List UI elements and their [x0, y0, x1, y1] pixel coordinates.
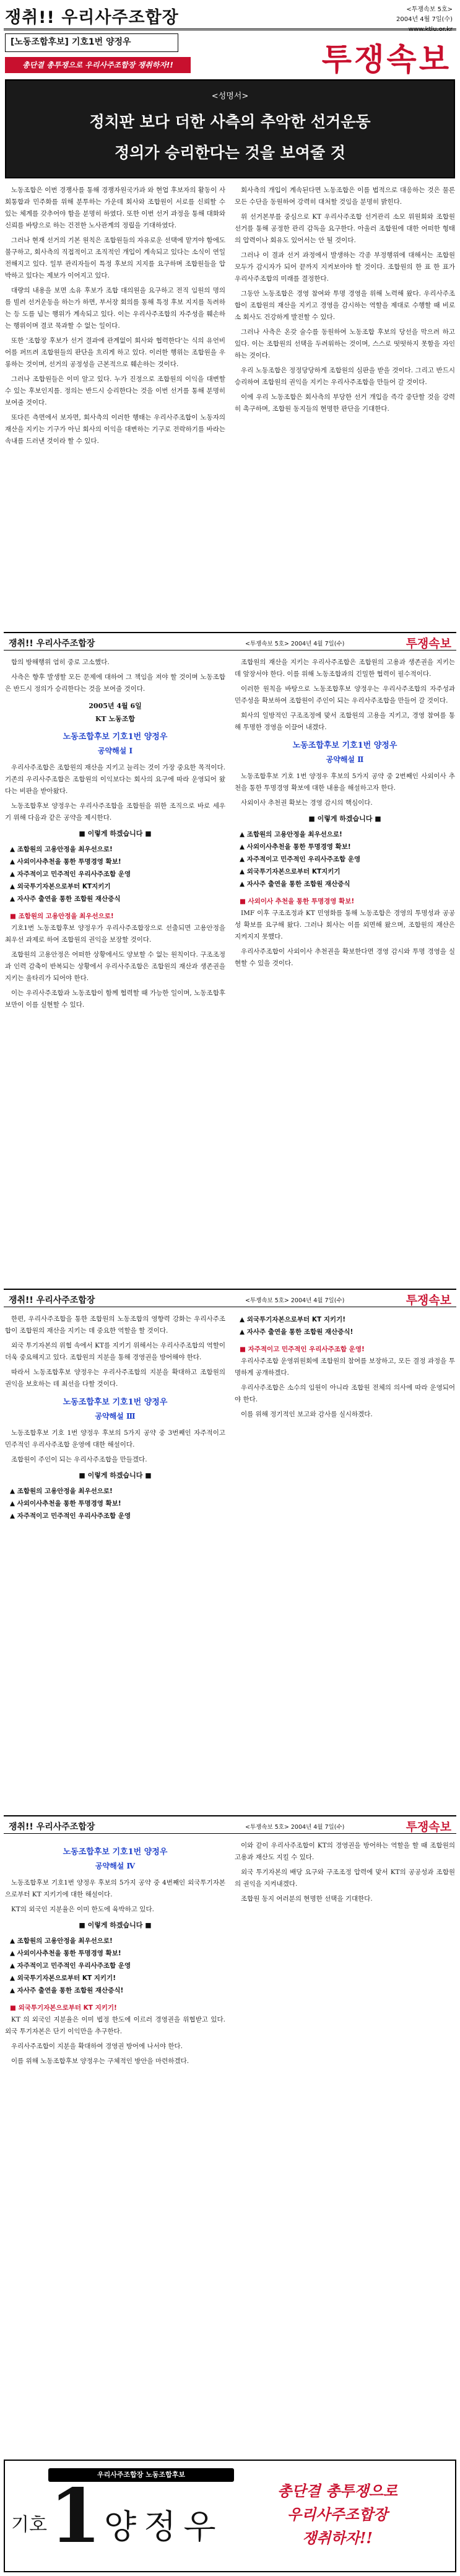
pledge-bullet: ▲ 자사주 출연을 통한 조합원 재산증식!	[240, 1328, 354, 1336]
section4-right-column	[235, 1840, 455, 1908]
pledge-bullet: ▲ 자주적이고 민주적인 우리사주조합 운영	[10, 1512, 131, 1520]
paragraph: 합의 방해행위 엄히 중로 고소했다.	[11, 659, 110, 666]
paragraph: 그러나 현재 선거의 기본 원칙은 조합원들의 자유로운 선택에 맡겨야 함에도 불구하고, 회사측의 직접적이고 조직적인 개입이 계속되고 있다는 소식이 연일 전해지고 있다. 일부 관리자들이 특정 후보의 지지를 요구하며 조합원들을 압박하고 있다는 제보가 이어지고 있다.	[5, 237, 225, 279]
candidate-tag: [노동조합후보] 기호1번 양정우	[5, 33, 178, 52]
paragraph: 조합원의 고용안정은 어떠한 상황에서도 양보할 수 없는 원칙이다. 구조조정과 인력 감축이 반복되는 상황에서 우리사주조합은 조합원의 재산과 생존권을 지키는 울타리가 되어야 한다.	[5, 951, 225, 982]
pledge-bullet: ▲ 자사주 출연을 통한 조합원 재산증식!	[10, 1987, 124, 1994]
candidate-box	[11, 2468, 234, 2565]
paragraph: 또한 '조합장 후보가 선거 결과에 관계없이 회사와 협력한다'는 식의 유언비어를 퍼뜨려 조합원들의 판단을 흐리게 하고 있다. 이러한 행위는 조합원을 우롱하는 것이며, 선거의 공정성을 근본적으로 훼손하는 것이다.	[5, 337, 225, 368]
pledge-subtitle: 공약해설 Ⅱ	[326, 755, 364, 764]
section-header-meta: <투쟁속보 5호> 2004년 4월 7일(수)	[245, 641, 345, 647]
paragraph: 우리사주조합은 소수의 임원이 아니라 조합원 전체의 의사에 따라 운영되어야 한다.	[235, 1384, 455, 1403]
pledge-bullet: ▲ 외국투기자본으로부터 KT지키기	[240, 868, 341, 875]
pledge-bullet: ▲ 자사주 출연을 통한 조합원 재산증식	[240, 880, 350, 888]
paragraph: 대량의 내용을 보면 소유 후보가 조합 대의원을 요구하고 전직 임원의 명의를 빌려 선거운동을 하는가 하면, 부서장 회의를 통해 특정 후보 지지를 독려하는 등 도를 넘는 행위가 계속되고 있다. 이는 우리사주조합의 자주성을 훼손하는 행위이며 결코 묵과할 수 없는 일이다.	[5, 287, 225, 330]
paragraph: 이와 같이 우리사주조합이 KT의 경영권을 방어하는 역할을 할 때 조합원의 고용과 재산도 지킬 수 있다.	[235, 1842, 455, 1861]
paragraph: 조합원의 재산을 지키는 우리사주조합은 조합원의 고용과 생존권을 지키는 데 앞장서야 한다. 이를 위해 노동조합과의 긴밀한 협력이 필수적이다.	[235, 659, 455, 678]
pledge-list-heading: ■ 이렇게 하겠습니다 ■	[79, 830, 152, 838]
paragraph: 외국 투기자본의 위협 속에서 KT를 지키기 위해서는 우리사주조합의 역할이 더욱 중요해지고 있다. 조합원의 지분을 통해 경영권을 방어해야 한다.	[5, 1342, 225, 1361]
masthead-title: 쟁취!! 우리사주조합장	[5, 8, 179, 27]
paragraph: 회사측의 개입이 계속된다면 노동조합은 이를 법적으로 대응하는 것은 물론 모든 수단을 동원하여 강력히 대처할 것임을 분명히 밝힌다.	[235, 186, 455, 206]
candidate-banner	[4, 2460, 456, 2572]
pledge-bullet: ▲ 자사주 출연을 통한 조합원 재산증식	[10, 895, 121, 903]
section-header-title: 쟁취!! 우리사주조합장	[9, 1295, 95, 1305]
pledge-highlight: ■ 조합원의 고용안정을 최우선으로!	[10, 913, 114, 920]
pledge-bullet: ▲ 자주적이고 민주적인 우리사주조합 운영	[240, 856, 361, 863]
section4-left-column	[5, 1840, 225, 2070]
paragraph: 노동조합후보 기호 1번 양정우 후보의 5가지 공약 중 3번째인 자주적이고 민주적인 우리사주조합 운영에 대한 해설이다.	[5, 1429, 225, 1448]
pledge-bullet: ▲ 사외이사추천을 통한 투명경영 확보!	[240, 843, 351, 851]
footer-slogan-line-3: 쟁취하자!!	[302, 2529, 373, 2547]
paragraph: 한편, 우리사주조합을 통한 조합원의 노동조합의 영향력 강화는 우리사주조합이 조합원의 재산을 지키는 데 중요한 역할을 할 것이다.	[5, 1315, 225, 1334]
masthead-slogan: 총단결 총투쟁으로 우리사주조합장 쟁취하자!!	[5, 57, 191, 73]
statement-signer: KT 노동조합	[95, 715, 136, 723]
pledge-highlight: ■ 사외이사 추천을 통한 투명경영 확보!	[240, 898, 355, 905]
paragraph: 노동조합후보 기호 1번 양정우 후보의 5가지 공약 중 2번째인 사외이사 추천을 통한 투명경영 확보에 대한 내용을 해설하고자 한다.	[235, 773, 455, 792]
paragraph: 사측은 향후 발생할 모든 문제에 대하여 그 책임을 져야 할 것이며 노동조합은 반드시 정의가 승리한다는 것을 보여줄 것이다.	[5, 673, 225, 693]
pledge-bullet: ▲ 사외이사추천을 통한 투명경영 확보!	[10, 1950, 121, 1957]
section-header-2	[4, 632, 456, 651]
paragraph: 그동안 노동조합은 경영 참여와 투명 경영을 위해 노력해 왔다. 우리사주조합이 조합원의 재산을 지키고 경영을 감시하는 역할을 제대로 수행할 때 비로소 회사도 건강하게 발전할 수 있다.	[235, 290, 455, 321]
pledge-title: 노동조합후보 기호1번 양정우	[63, 1847, 168, 1857]
section-header-brand: 투쟁속보	[406, 1820, 451, 1834]
paragraph: IMF 이후 구조조정과 KT 민영화를 통해 노동조합은 경영의 투명성과 공공성 확보를 요구해 왔다. 그러나 회사는 이를 외면해 왔으며, 조합원의 재산은 지켜지지 못했다.	[235, 909, 455, 940]
headline-tag: <성명서>	[211, 92, 249, 101]
paragraph: 우리 노동조합은 정정당당하게 조합원의 심판을 받을 것이다. 그리고 반드시 승리하여 조합원의 권익을 지키는 우리사주조합을 만들어 갈 것이다.	[235, 367, 455, 386]
paragraph: 따라서 노동조합후보 양정우는 우리사주조합의 지분을 확대하고 조합원의 권익을 보호하는 데 최선을 다할 것이다.	[5, 1369, 225, 1388]
section3-right-column	[235, 1313, 455, 1424]
headline-line-2: 정의가 승리한다는 것을 보여줄 것	[115, 144, 345, 162]
section1-right-column	[235, 185, 455, 418]
paragraph: KT의 외국인 지분율은 이미 한도에 육박하고 있다.	[11, 1906, 154, 1913]
statement-date: 2005년 4월 6일	[89, 702, 142, 710]
section2-right-column	[235, 657, 455, 973]
paragraph: 이에 우리 노동조합은 회사측의 부당한 선거 개입을 즉각 중단할 것을 강력히 촉구하며, 조합원 동지들의 현명한 판단을 기대한다.	[235, 393, 455, 413]
paragraph: 노동조합후보 양정우는 우리사주조합을 조합원을 위한 조직으로 바로 세우기 위해 다음과 같은 공약을 제시한다.	[5, 802, 225, 821]
pledge-bullet: ▲ 외국투기자본으로부터 KT 지키기!	[10, 1974, 116, 1982]
section1-left-column	[5, 185, 225, 450]
pledge-bullet: ▲ 조합원의 고용안정을 최우선으로!	[10, 1937, 113, 1945]
candidate-number: 1	[50, 2473, 102, 2560]
brand-logo: 투쟁속보	[321, 41, 451, 77]
section-header-title: 쟁취!! 우리사주조합장	[9, 1822, 95, 1832]
footer-slogan-line-1: 총단결 총투쟁으로	[277, 2482, 397, 2500]
issue-date: 2004년 4월 7일(수)	[396, 16, 453, 23]
footer-slogan-line-2: 우리사주조합장	[287, 2505, 388, 2523]
issue-number: <투쟁속보 5호>	[406, 6, 453, 13]
paragraph: 그러나 사측은 온갖 술수를 동원하여 노동조합 후보의 당선을 막으려 하고 있다. 이는 조합원의 선택을 두려워하는 것이며, 스스로 떳떳하지 못함을 자인하는 것이다.	[235, 328, 455, 359]
pledge-subtitle: 공약해설 Ⅳ	[95, 1862, 136, 1870]
section3-left-column	[5, 1313, 225, 1522]
paragraph: 이러한 원칙을 바탕으로 노동조합후보 양정우는 우리사주조합의 자주성과 민주성을 확보하여 조합원이 주인이 되는 우리사주조합을 만들어 갈 것이다.	[235, 685, 455, 704]
paragraph: 외국 투기자본의 배당 요구와 구조조정 압력에 맞서 KT의 공공성과 조합원의 권익을 지켜내겠다.	[235, 1868, 455, 1888]
paragraph: 기호1번 노동조합후보 양정우가 우리사주조합장으로 선출되면 고용안정을 최우선 과제로 하여 조합원의 권익을 보장할 것이다.	[5, 924, 225, 944]
footer-slogan	[245, 2479, 430, 2550]
section-header-3	[4, 1289, 456, 1307]
pledge-bullet: ▲ 외국투기자본으로부터 KT 지키기!	[240, 1316, 345, 1323]
pledge-bullet: ▲ 사외이사추천을 통한 투명경영 확보!	[10, 1500, 121, 1507]
pledge-bullet: ▲ 조합원의 고용안정을 최우선으로!	[240, 831, 342, 838]
pledge-bullet: ▲ 자주적이고 민주적인 우리사주조합 운영	[10, 1962, 131, 1969]
pledge-list-heading: ■ 이렇게 하겠습니다 ■	[79, 1921, 152, 1929]
headline-box	[5, 79, 455, 178]
section-header-brand: 투쟁속보	[406, 637, 451, 651]
pledge-title: 노동조합후보 기호1번 양정우	[63, 732, 168, 742]
section-header-meta: <투쟁속보 5호> 2004년 4월 7일(수)	[245, 1824, 345, 1831]
site-link[interactable]: www.ktlu.or.kr	[408, 26, 453, 33]
section-header-brand: 투쟁속보	[406, 1294, 451, 1307]
paragraph: 이를 위해 노동조합후보 양정우는 구체적인 방안을 마련하겠다.	[11, 2057, 189, 2065]
section-header-title: 쟁취!! 우리사주조합장	[9, 639, 95, 649]
pledge-title: 노동조합후보 기호1번 양정우	[292, 741, 397, 750]
paragraph: 회사의 일방적인 구조조정에 맞서 조합원의 고용을 지키고, 경영 참여를 통해 투명한 경영을 이끌어 내겠다.	[235, 712, 455, 731]
pledge-highlight: ■ 자주적이고 민주적인 우리사주조합 운영!	[240, 1346, 365, 1353]
pledge-bullet: ▲ 외국투기자본으로부터 KT지키기	[10, 883, 111, 890]
paragraph: 그러나 이 결과 선거 과정에서 발생하는 각종 부정행위에 대해서는 조합원 모두가 감시자가 되어 끝까지 지켜보아야 할 것이다. 조합원의 한 표 한 표가 우리사주조합의 미래를 결정한다.	[235, 252, 455, 283]
pledge-subtitle: 공약해설 Ⅰ	[97, 747, 133, 755]
paragraph: 노동조합은 이번 경쟁사를 통해 경쟁자원국가과 와 현업 후보자의 활동이 사회통합과 민주화를 위해 분투하는 가운데 회사와 조합원이 서로를 신뢰할 수 있는 체계를 갖추어야 함을 분명히 하였다. 또한 이번 선거 과정을 통해 대화와 신뢰를 바탕으로 하는 건전한 노사관계의 정립을 기대하였다.	[5, 186, 225, 229]
candidate-number-label: 기호	[11, 2514, 47, 2536]
candidate-name: 양정우	[104, 2507, 223, 2546]
paragraph: 우리사주조합이 사외이사 추천권을 확보한다면 경영 감시와 투명 경영을 실현할 수 있을 것이다.	[235, 948, 455, 967]
paragraph: 우리사주조합 운영위원회에 조합원의 참여를 보장하고, 모든 결정 과정을 투명하게 공개하겠다.	[235, 1357, 455, 1377]
paragraph: 조합원이 주인이 되는 우리사주조합을 만들겠다.	[11, 1456, 147, 1463]
paragraph: 그러나 조합원들은 이미 알고 있다. 누가 진정으로 조합원의 이익을 대변할 수 있는 후보인지를. 정의는 반드시 승리한다는 것을 이번 선거를 통해 분명히 보여줄 것이다.	[5, 375, 225, 406]
pledge-bullet: ▲ 조합원의 고용안정을 최우선으로!	[10, 846, 113, 853]
paragraph: 이를 위해 정기적인 보고와 감사를 실시하겠다.	[241, 1411, 373, 1418]
paragraph: 노동조합후보 기호1번 양정우 후보의 5가지 공약 중 4번째인 외국투기자본으로부터 KT 지키기에 대한 해설이다.	[5, 1879, 225, 1898]
pledge-subtitle: 공약해설 Ⅲ	[95, 1412, 136, 1421]
pledge-bullet: ▲ 사외이사추천을 통한 투명경영 확보!	[10, 858, 121, 865]
pledge-bullet: ▲ 조합원의 고용안정을 최우선으로!	[10, 1487, 113, 1495]
section-header-meta: <투쟁속보 5호> 2004년 4월 7일(수)	[245, 1297, 345, 1304]
paragraph: 우리사주조합은 조합원의 재산을 지키고 늘리는 것이 가장 중요한 목적이다. 기존의 우리사주조합은 조합원의 이익보다는 회사의 요구에 따라 운영되어 왔다는 비판을 받아왔다.	[5, 764, 225, 795]
paragraph: 위 선거본부를 중심으로 KT 우리사주조합 선거관리 소모 위원회와 조합원 선거를 통해 공정한 관리 감독을 요구한다. 아울러 조합원에 대한 어떠한 형태의 압력이나 회유도 있어서는 안 될 것이다.	[235, 213, 455, 244]
section-header-4	[4, 1815, 456, 1834]
masthead-rule	[4, 28, 456, 30]
paragraph: KT 의 외국인 지분율은 이미 법정 한도에 이르러 경영권을 위협받고 있다. 외국 투기자본은 단기 이익만을 추구한다.	[5, 2016, 225, 2035]
pledge-list-heading: ■ 이렇게 하겠습니다 ■	[79, 1471, 152, 1479]
paragraph: 사외이사 추천권 확보는 경영 감시의 핵심이다.	[241, 799, 373, 807]
headline-line-1: 정치판 보다 더한 사측의 추악한 선거운동	[89, 113, 371, 131]
candidate-role-pill: 우리사주조합장 노동조합후보	[48, 2468, 234, 2482]
pledge-bullet: ▲ 자주적이고 민주적인 우리사주조합 운영	[10, 870, 131, 878]
paragraph: 조합원 동지 여러분의 현명한 선택을 기대한다.	[241, 1895, 373, 1903]
pledge-highlight: ■ 외국투기자본으로부터 KT 지키기!	[10, 2004, 117, 2012]
section2-left-column	[5, 657, 225, 1014]
paragraph: 또다른 측면에서 보자면, 회사측의 이러한 행태는 우리사주조합이 노동자의 재산을 지키는 기구가 아닌 회사의 이익을 대변하는 기구로 전락하기를 바라는 속내를 드러낸 것이라 할 수 있다.	[5, 414, 225, 445]
paragraph: 우리사주조합이 지분을 확대하여 경영권 방어에 나서야 한다.	[11, 2043, 183, 2050]
pledge-title: 노동조합후보 기호1번 양정우	[63, 1398, 168, 1407]
pledge-list-heading: ■ 이렇게 하겠습니다 ■	[308, 815, 381, 823]
paragraph: 이는 우리사주조합과 노동조합이 함께 협력할 때 가능한 일이며, 노동조합후보만이 이를 실현할 수 있다.	[5, 989, 225, 1009]
